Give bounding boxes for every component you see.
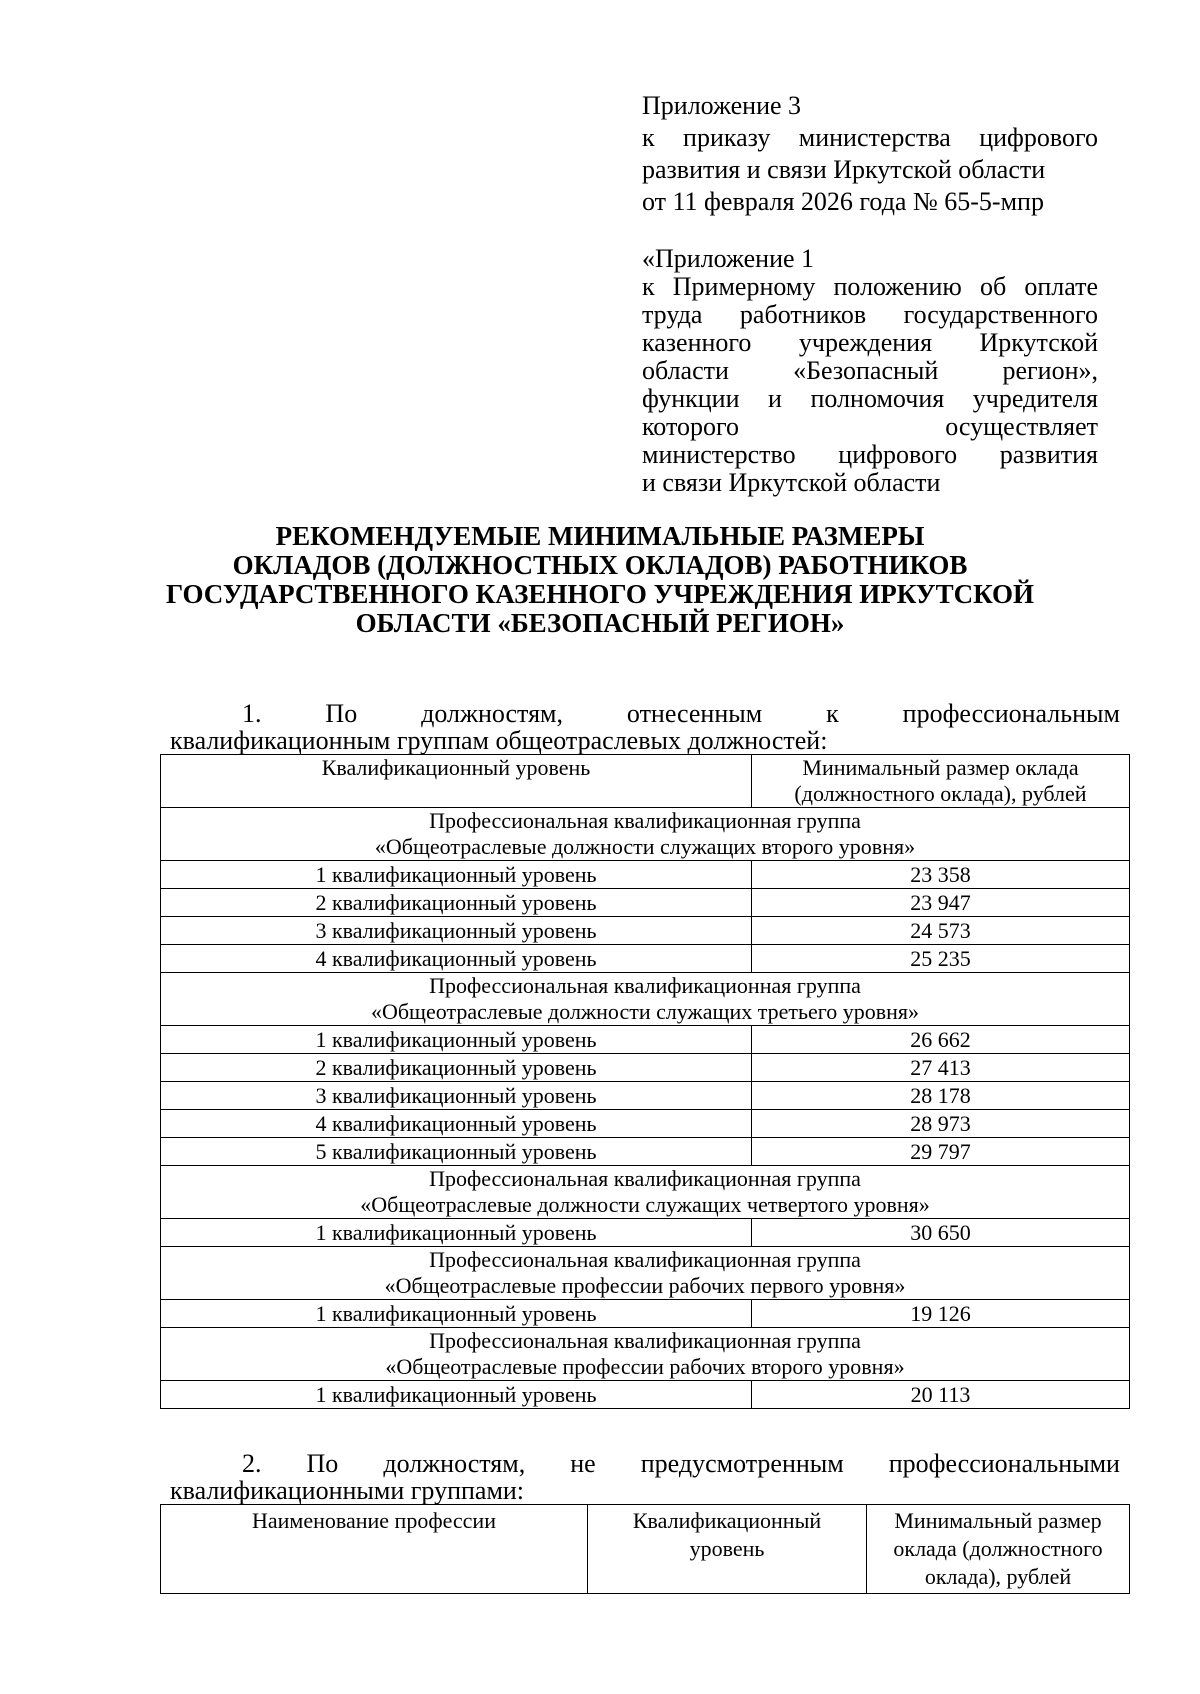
- group-title-line: «Общеотраслевые профессии рабочих первого уровня»: [384, 1273, 906, 1298]
- group-header-row: [161, 1166, 1130, 1219]
- qualification-level-cell: 1 квалификационный уровень: [161, 1026, 752, 1054]
- approval-line: к приказу министерства цифрового: [642, 123, 1098, 152]
- section-2-word: По: [306, 1449, 339, 1478]
- section-1-word: По: [325, 699, 358, 728]
- qualification-level-cell: 4 квалификационный уровень: [161, 945, 752, 973]
- annex-line: министерство цифрового развития: [642, 440, 1098, 469]
- qualification-level-cell: 1 квалификационный уровень: [161, 861, 752, 889]
- approval-line: Приложение 3: [642, 91, 802, 120]
- section-1-word: профессиональным: [902, 699, 1120, 728]
- group-header-row: [161, 973, 1130, 1026]
- table-row: [161, 945, 1130, 973]
- section-1-paragraph: [170, 700, 1120, 754]
- annex-line: области «Безопасный регион»,: [642, 356, 1098, 385]
- salary-value-cell: 23 358: [752, 861, 1130, 889]
- annex-line: к Примерному положению об оплате: [642, 272, 1098, 301]
- qualification-level-cell: 3 квалификационный уровень: [161, 917, 752, 945]
- header-qualification-level: [588, 1505, 867, 1594]
- header-minimum-salary: [752, 755, 1130, 808]
- qualification-level-cell: 3 квалификационный уровень: [161, 1082, 752, 1110]
- header-text: оклада), рублей: [924, 1564, 1072, 1589]
- group-title-line: «Общеотраслевые профессии рабочих второго уровня»: [385, 1354, 905, 1379]
- salary-value-cell: 28 973: [752, 1110, 1130, 1138]
- salary-value-cell: 28 178: [752, 1082, 1130, 1110]
- table-row: [161, 1026, 1130, 1054]
- table-row: [161, 861, 1130, 889]
- group-title-cell: [161, 1328, 1130, 1381]
- title-line: ОКЛАДОВ (ДОЛЖНОСТНЫХ ОКЛАДОВ) РАБОТНИКОВ: [232, 550, 968, 580]
- header-text: уровень: [689, 1536, 765, 1561]
- group-title-cell: [161, 1166, 1130, 1219]
- group-header-row: [161, 1247, 1130, 1300]
- table-row: [161, 917, 1130, 945]
- approval-block: [642, 90, 1098, 218]
- table-row: [161, 1054, 1130, 1082]
- salary-table-2: [160, 1504, 1130, 1594]
- header-profession-name: [161, 1505, 588, 1594]
- salary-value-cell: 23 947: [752, 889, 1130, 917]
- section-2-paragraph: [170, 1450, 1120, 1504]
- header-minimum-salary: [867, 1505, 1130, 1594]
- annex-line: казенного учреждения Иркутской: [642, 328, 1098, 357]
- qualification-level-cell: 1 квалификационный уровень: [161, 1381, 752, 1409]
- group-title-line: Профессиональная квалификационная группа: [429, 1166, 861, 1191]
- group-title-line: «Общеотраслевые должности служащих второго уровня»: [374, 834, 916, 859]
- section-2-word: предусмотренным: [640, 1449, 844, 1478]
- qualification-level-cell: 4 квалификационный уровень: [161, 1110, 752, 1138]
- section-1-first-line: [170, 700, 1120, 727]
- section-2-word: 2.: [242, 1449, 262, 1478]
- qualification-level-cell: 2 квалификационный уровень: [161, 889, 752, 917]
- title-line: ГОСУДАРСТВЕННОГО КАЗЕННОГО УЧРЕЖДЕНИЯ ИРКУТСКОЙ: [165, 579, 1035, 609]
- qualification-level-cell: 5 квалификационный уровень: [161, 1138, 752, 1166]
- table-row: [161, 889, 1130, 917]
- annex-line: функции и полномочия учредителя: [642, 384, 1098, 413]
- group-header-row: [161, 1328, 1130, 1381]
- salary-value-cell: 25 235: [752, 945, 1130, 973]
- annex-line: «Приложение 1: [642, 244, 815, 273]
- annex-line: которого осуществляет: [642, 412, 1098, 441]
- salary-table-1: [160, 754, 1130, 1409]
- table-row: [161, 1381, 1130, 1409]
- header-text: Квалификационный уровень: [321, 755, 591, 780]
- header-text: Минимальный размер оклада: [802, 755, 1079, 780]
- salary-value-cell: 24 573: [752, 917, 1130, 945]
- section-2-continuation: квалификационными группами:: [170, 1476, 525, 1505]
- salary-table-1-body: [161, 755, 1130, 1409]
- section-1-word: должностям,: [421, 699, 563, 728]
- table-row: [161, 1110, 1130, 1138]
- approval-line: от 11 февраля 2026 года № 65-5-мпр: [642, 187, 1044, 216]
- group-header-row: [161, 808, 1130, 861]
- header-text: Квалификационный: [632, 1508, 822, 1533]
- table-row: [161, 1300, 1130, 1328]
- group-title-cell: [161, 1247, 1130, 1300]
- table-header-row: [161, 755, 1130, 808]
- table-row: [161, 1138, 1130, 1166]
- table-row: [161, 1082, 1130, 1110]
- salary-value-cell: 30 650: [752, 1219, 1130, 1247]
- group-title-cell: [161, 973, 1130, 1026]
- title-line: РЕКОМЕНДУЕМЫЕ МИНИМАЛЬНЫЕ РАЗМЕРЫ: [275, 521, 925, 551]
- salary-value-cell: 27 413: [752, 1054, 1130, 1082]
- section-1-word: к: [826, 699, 839, 728]
- section-1-word: 1.: [242, 699, 262, 728]
- qualification-level-cell: 2 квалификационный уровень: [161, 1054, 752, 1082]
- section-1-continuation: квалификационным группам общеотраслевых должностей:: [170, 726, 828, 755]
- annex-line: труда работников государственного: [642, 300, 1098, 329]
- group-title-line: «Общеотраслевые должности служащих третьего уровня»: [370, 999, 920, 1024]
- group-title-line: Профессиональная квалификационная группа: [429, 808, 861, 833]
- salary-value-cell: 29 797: [752, 1138, 1130, 1166]
- group-title-line: Профессиональная квалификационная группа: [429, 1328, 861, 1353]
- qualification-level-cell: 1 квалификационный уровень: [161, 1300, 752, 1328]
- salary-value-cell: 20 113: [752, 1381, 1130, 1409]
- table-row: [161, 1219, 1130, 1247]
- section-2-word: не: [570, 1449, 596, 1478]
- section-1-word: отнесенным: [626, 699, 763, 728]
- header-text: Наименование профессии: [252, 1508, 496, 1533]
- header-qualification-level: [161, 755, 752, 808]
- annex-line: и связи Иркутской области: [642, 468, 941, 497]
- document-title: [120, 522, 1080, 638]
- group-title-cell: [161, 808, 1130, 861]
- group-title-line: Профессиональная квалификационная группа: [429, 1247, 861, 1272]
- section-2-word: должностям,: [383, 1449, 526, 1478]
- group-title-line: «Общеотраслевые должности служащих четвертого уровня»: [360, 1192, 930, 1217]
- approval-line: развития и связи Иркутской области: [642, 155, 1046, 184]
- group-title-line: Профессиональная квалификационная группа: [429, 973, 861, 998]
- header-text: (должностного оклада), рублей: [794, 781, 1087, 806]
- table-2-header-row: [161, 1505, 1130, 1594]
- header-text: оклада (должностного: [893, 1536, 1103, 1561]
- section-2-first-line: [170, 1450, 1120, 1477]
- header-text: Минимальный размер: [894, 1508, 1102, 1533]
- section-2-word: профессиональными: [888, 1449, 1120, 1478]
- salary-value-cell: 26 662: [752, 1026, 1130, 1054]
- salary-value-cell: 19 126: [752, 1300, 1130, 1328]
- qualification-level-cell: 1 квалификационный уровень: [161, 1219, 752, 1247]
- annex-reference-block: [642, 245, 1098, 497]
- title-line: ОБЛАСТИ «БЕЗОПАСНЫЙ РЕГИОН»: [355, 608, 845, 638]
